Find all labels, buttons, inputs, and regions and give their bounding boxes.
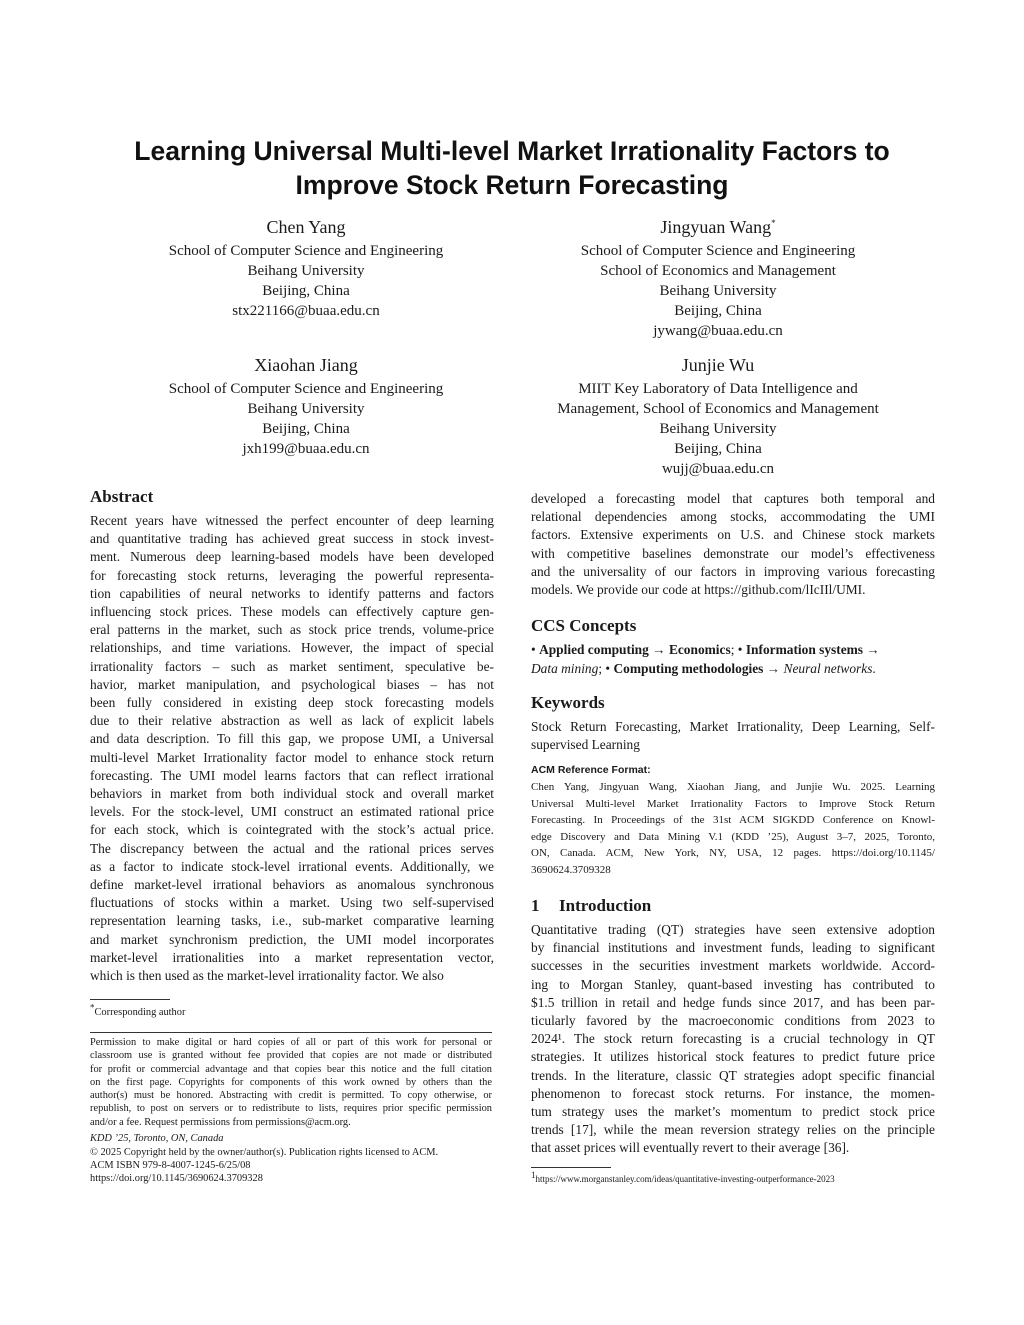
- abstract-line: relational dependencies among stocks, accommodating the UMI: [531, 509, 935, 525]
- intro-line: ing to Morgan Stanley, quant-based investing has contributed to: [531, 976, 935, 992]
- author-email: jywang@buaa.edu.cn: [653, 323, 783, 339]
- abstract-line: and the universality of our factors in improving various forecasting: [531, 563, 935, 579]
- abstract-line: which is then used as the market-level irrationality factor. We also: [90, 968, 444, 984]
- abstract-line: eral patterns in the market, such as stock price trends, volume-price: [90, 622, 494, 638]
- intro-line: strategies. It utilizes historical stock features to predict future price: [531, 1049, 935, 1065]
- abstract-heading: Abstract: [90, 487, 154, 506]
- footnote-text: Corresponding author: [94, 1007, 186, 1018]
- acm-ref-line: Chen Yang, Jingyuan Wang, Xiaohan Jiang, and Junjie Wu. 2025. Learning: [531, 781, 935, 793]
- permission-line: author(s) must be honored. Abstracting with credit is permitted. To copy otherwise, or: [90, 1090, 492, 1102]
- ccs-bullet: •: [605, 661, 611, 676]
- section-number: 1: [531, 896, 540, 915]
- author-block: [512, 354, 924, 479]
- intro-body: [531, 921, 935, 1158]
- intro-line: ticularly favored by the macroeconomic conditions from 2023 to: [531, 1013, 935, 1029]
- author-email: stx221166@buaa.edu.cn: [232, 303, 380, 319]
- author-email: jxh199@buaa.edu.cn: [242, 441, 370, 457]
- abstract-line: as a factor to indicate stock-level irrational events. Additionally, we: [90, 858, 494, 874]
- affiliation-line: Beijing, China: [262, 283, 350, 299]
- acm-ref-line: edge Discovery and Data Mining V.1 (KDD ’25), August 3–7, 2025, Toronto,: [531, 830, 935, 843]
- conference-line: KDD ’25, Toronto, ON, Canada: [90, 1133, 224, 1144]
- intro-line: Quantitative trading (QT) strategies have seen extensive adoption: [531, 922, 935, 937]
- affiliation-line: MIIT Key Laboratory of Data Intelligence and: [578, 381, 858, 397]
- intro-line: phenomenon to forecast stock returns. For instance, the momen-: [531, 1085, 935, 1101]
- intro-heading: [531, 895, 651, 917]
- keywords-body: [531, 718, 935, 754]
- affiliation-line: Beijing, China: [674, 441, 762, 457]
- affiliation-line: Beihang University: [247, 401, 365, 417]
- intro-line: trends [17], while the mean reversion strategy relies on the principle: [531, 1122, 935, 1138]
- keywords-line: Stock Return Forecasting, Market Irrationality, Deep Learning, Self-: [531, 719, 935, 734]
- ccs-bullet: •: [531, 642, 536, 657]
- affiliation-line: Beihang University: [247, 263, 365, 279]
- ccs-topic: Data mining: [531, 661, 599, 676]
- affiliation-line: Beihang University: [659, 421, 777, 437]
- abstract-line: models. We provide our code at https://github.com/lIcIIl/UMI.: [531, 582, 866, 598]
- abstract-line: forecasting. The UMI model learns factors that can reflect irrational: [90, 767, 494, 783]
- abstract-line: irrationality factors – such as market sentiment, speculative be-: [90, 658, 494, 674]
- footnote-mark: 1: [531, 1170, 536, 1180]
- abstract-line: The discrepancy between the actual and the rational prices serves: [90, 840, 494, 856]
- abstract-line: and quantitative trading has achieved great success in stock invest-: [90, 531, 494, 547]
- doi-link[interactable]: https://doi.org/10.1145/3690624.3709328: [90, 1173, 263, 1184]
- intro-line: $1.5 trillion in retail and hedge funds since 2017, and has been par-: [531, 994, 935, 1010]
- acm-ref-heading: ACM Reference Format:: [531, 764, 651, 776]
- intro-line: successes in the securities investment markets worldwide. Accord-: [531, 958, 935, 974]
- footnote-rule: [531, 1167, 611, 1168]
- abstract-line: havior, market manipulation, and psychological biases – has not: [90, 676, 494, 692]
- intro-line: 2024¹. The stock return forecasting is a crucial technology in QT: [531, 1031, 935, 1047]
- keywords-heading: Keywords: [531, 693, 605, 712]
- abstract-line: factors. Extensive experiments on U.S. and Chinese stock markets: [531, 527, 935, 543]
- permission-notice: [90, 1036, 492, 1129]
- ccs-bullet: •: [737, 642, 743, 657]
- abstract-line: ment. Numerous deep learning-based models have been developed: [90, 549, 494, 565]
- intro-line: that asset prices will eventually revert to their average [36].: [531, 1140, 850, 1156]
- title-line: Improve Stock Return Forecasting: [295, 170, 729, 200]
- ccs-topic: Economics: [668, 642, 731, 657]
- author-name: Jingyuan Wang: [660, 217, 772, 237]
- affiliation-line: Management, School of Economics and Management: [557, 401, 879, 417]
- abstract-line: levels. For the stock-level, UMI construct an estimated rational price: [90, 804, 494, 820]
- affiliation-line: School of Economics and Management: [600, 263, 836, 279]
- permission-line: and/or a fee. Request permissions from permissions@acm.org.: [90, 1116, 351, 1128]
- affiliation-line: School of Computer Science and Engineering: [580, 243, 856, 259]
- ccs-area: Applied computing: [539, 642, 649, 657]
- permission-rule: [90, 1032, 492, 1033]
- abstract-line: market-level irrationalities into a market representation vector,: [90, 949, 494, 965]
- ccs-sep: ;: [730, 642, 735, 657]
- permission-line: on the first page. Copyrights for components of this work owned by others than the: [90, 1076, 492, 1088]
- author-name: Chen Yang: [266, 217, 346, 237]
- abstract-body: [90, 512, 494, 985]
- abstract-line: fluctuations of stocks within a market. Using two self-supervised: [90, 895, 494, 911]
- abstract-line: Recent years have witnessed the perfect encounter of deep learning: [90, 513, 494, 528]
- affiliation-line: Beijing, China: [262, 421, 350, 437]
- url-footnote: [531, 1170, 935, 1186]
- intro-line: trends. In the literature, classic QT strategies adopt specific financial: [531, 1067, 935, 1083]
- copyright-line: © 2025 Copyright held by the owner/author(s). Publication rights licensed to ACM.: [90, 1147, 439, 1158]
- abstract-line: for forecasting stock returns, leveraging the powerful representa-: [90, 567, 494, 583]
- title-line: Learning Universal Multi-level Market Irrationality Factors to: [134, 136, 890, 166]
- abstract-line: developed a forecasting model that captures both temporal and: [531, 491, 935, 506]
- ccs-area: Information systems: [745, 642, 864, 657]
- abstract-line: and data description. To fill this gap, we propose UMI, a Universal: [90, 731, 494, 747]
- paper-title: [60, 134, 964, 202]
- ccs-arrow: →: [866, 642, 880, 657]
- affiliation-line: Beihang University: [659, 283, 777, 299]
- abstract-line: define market-level irrational behaviors as anomalous synchronous: [90, 877, 494, 893]
- ccs-arrow: →: [652, 642, 666, 657]
- abstract-continued: [531, 490, 935, 599]
- corresponding-mark: *: [771, 218, 776, 228]
- ccs-topic: Neural networks: [783, 661, 873, 676]
- abstract-line: with competitive baselines demonstrate our model’s effectiveness: [531, 545, 935, 561]
- author-name: Xiaohan Jiang: [254, 355, 358, 375]
- abstract-line: influencing stock prices. These models can effectively capture gen-: [90, 604, 494, 620]
- intro-line: tum strategy uses the market’s momentum to predict stock price: [531, 1104, 935, 1120]
- affiliation-line: School of Computer Science and Engineering: [168, 243, 444, 259]
- abstract-line: behaviors in market from both individual stock and overall market: [90, 786, 494, 802]
- acm-ref-body: [531, 779, 935, 878]
- ccs-arrow: →: [766, 661, 781, 676]
- abstract-line: and market synchronism prediction, the UMI model incorporates: [90, 931, 494, 947]
- footnote-mark: *: [90, 1002, 95, 1013]
- acm-ref-line: ON, Canada. ACM, New York, NY, USA, 12 pages. https://doi.org/10.1145/: [531, 847, 935, 859]
- acm-ref-line: Universal Multi-level Market Irrationality Factors to Improve Stock Return: [531, 797, 935, 810]
- acm-ref-line: 3690624.3709328: [531, 863, 611, 876]
- author-block: [100, 354, 512, 459]
- ccs-sep: .: [872, 661, 876, 676]
- abstract-line: tion capabilities of neural networks to identify patterns and factors: [90, 585, 494, 601]
- affiliation-line: School of Computer Science and Engineering: [168, 381, 444, 397]
- keywords-line: supervised Learning: [531, 737, 640, 753]
- corresponding-footnote: [90, 1002, 494, 1019]
- ccs-area: Computing methodologies: [613, 661, 764, 676]
- permission-line: classroom use is granted without fee provided that copies are not made or distributed: [90, 1050, 492, 1062]
- intro-line: by financial institutions and investment funds, leading to significant: [531, 940, 935, 956]
- section-title: Introduction: [559, 896, 652, 915]
- abstract-line: due to their relative abstraction as well as lack of explicit labels: [90, 713, 494, 729]
- abstract-line: been fully considered in existing deep stock forecasting models: [90, 695, 494, 711]
- author-block: [100, 216, 512, 321]
- left-column: [90, 486, 494, 985]
- abstract-line: multi-level Market Irrationality factor model to enhance stock return: [90, 749, 494, 765]
- author-name: Junjie Wu: [681, 355, 755, 375]
- affiliation-line: Beijing, China: [674, 303, 762, 319]
- footnote-url[interactable]: https://www.morganstanley.com/ideas/quantitative-investing-outperformance-2023: [535, 1174, 835, 1184]
- abstract-line: for each stock, which is cointegrated with the stock’s actual price.: [90, 822, 494, 838]
- ccs-heading: CCS Concepts: [531, 616, 637, 635]
- acm-ref-line: Forecasting. In Proceedings of the 31st ACM SIGKDD Conference on Knowl-: [531, 814, 935, 826]
- author-email: wujj@buaa.edu.cn: [661, 461, 775, 477]
- author-block: [512, 216, 924, 341]
- permission-line: republish, to post on servers or to redistribute to lists, requires prior specific permission: [90, 1103, 492, 1115]
- footnote-rule: [90, 999, 170, 1000]
- ccs-concepts: [531, 640, 935, 678]
- permission-line: for profit or commercial advantage and that copies bear this notice and the full citation: [90, 1063, 492, 1075]
- abstract-line: representation learning tasks, i.e., sub-market comparative learning: [90, 913, 494, 929]
- permission-line: Permission to make digital or hard copies of all or part of this work for personal or: [90, 1037, 492, 1048]
- ccs-sep: ;: [598, 661, 603, 676]
- isbn-line: ACM ISBN 979-8-4007-1245-6/25/08: [90, 1160, 251, 1171]
- abstract-line: relationships, and time variations. However, the impact of special: [90, 640, 494, 656]
